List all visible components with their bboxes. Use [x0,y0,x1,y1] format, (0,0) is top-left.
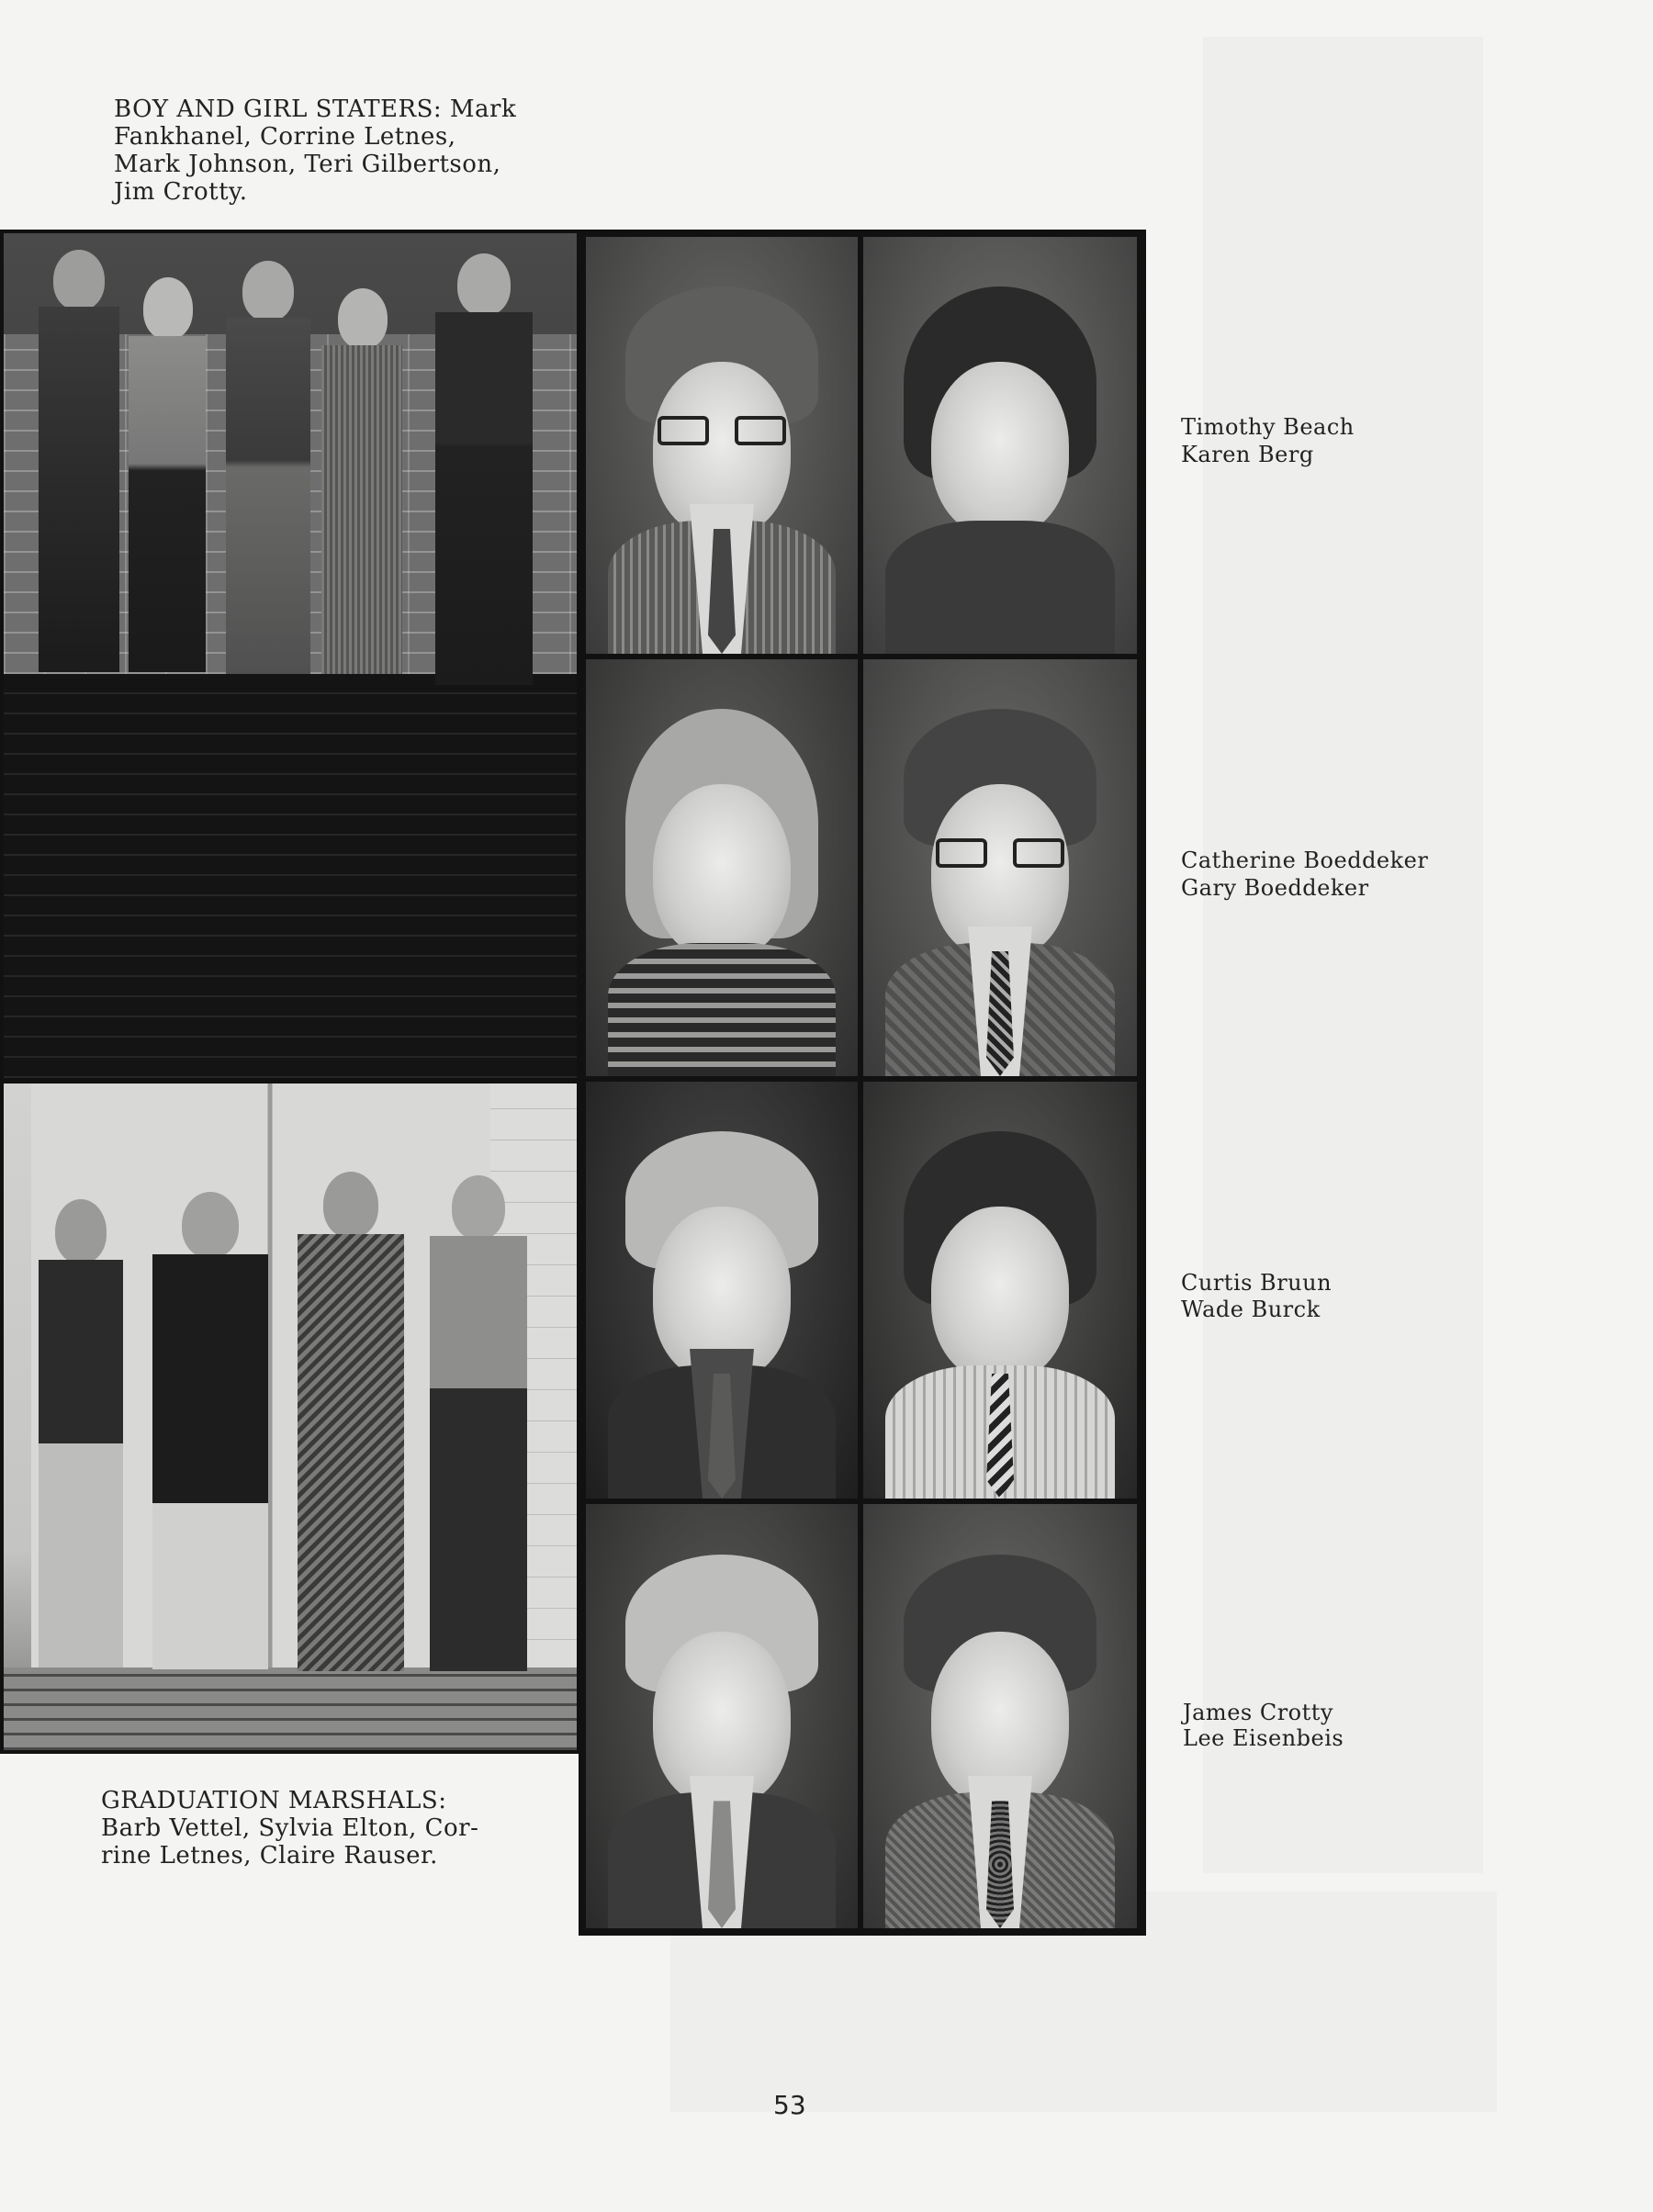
senior-portrait-grid [579,230,1146,1936]
graduation-marshals-caption: GRADUATION MARSHALS: Barb Vettel, Sylvia Elton, Cor- rine Letnes, Claire Rauser. [101,1787,479,1870]
page-number: 53 [773,2090,806,2120]
floor [4,1667,577,1750]
portrait-james-crotty [586,1504,858,1928]
figure-3 [222,261,314,674]
figure-1 [33,250,125,672]
name-lee-eisenbeis: Lee Eisenbeis [1183,1725,1344,1751]
marshal-4 [428,1175,529,1671]
name-timothy-beach: Timothy Beach [1181,414,1355,440]
figure-4 [320,288,404,674]
marshal-3 [296,1172,406,1671]
figure-5 [433,253,534,685]
graduation-marshals-photo [0,1080,580,1754]
portrait-catherine-boeddeker [586,659,858,1076]
boy-and-girl-staters-photo [0,230,580,1082]
figure-2 [125,277,209,672]
portrait-gary-boeddeker [863,659,1137,1076]
portrait-wade-burck [863,1082,1137,1499]
name-james-crotty: James Crotty [1183,1700,1333,1725]
name-karen-berg: Karen Berg [1181,442,1314,467]
wet-pavement-reflection [4,674,577,1078]
marshal-1 [37,1199,125,1667]
name-catherine-boeddeker: Catherine Boeddeker [1181,848,1429,873]
portrait-curtis-bruun [586,1082,858,1499]
name-gary-boeddeker: Gary Boeddeker [1181,875,1369,901]
portrait-karen-berg [863,237,1137,654]
name-wade-burck: Wade Burck [1181,1297,1321,1322]
name-curtis-bruun: Curtis Bruun [1181,1270,1333,1296]
show-through-area [1203,37,1483,1873]
boy-and-girl-staters-caption: BOY AND GIRL STATERS: Mark Fankhanel, Corrine Letnes, Mark Johnson, Teri Gilbertson, Jim Crotty. [114,95,517,206]
portrait-timothy-beach [586,237,858,654]
portrait-lee-eisenbeis [863,1504,1137,1928]
marshal-2 [151,1192,270,1669]
